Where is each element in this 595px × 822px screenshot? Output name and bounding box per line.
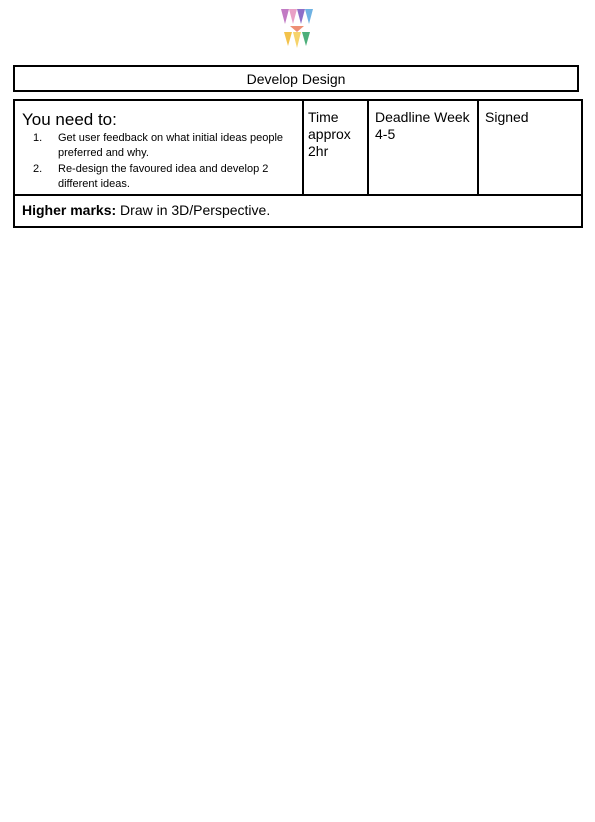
higher-marks-label: Higher marks:	[22, 202, 117, 218]
list-item-number: 2.	[33, 163, 43, 175]
task-heading: You need to:	[22, 110, 117, 129]
list-item-text: Re-design the favoured idea and develop 2 different ideas.	[58, 163, 269, 190]
deadline-cell: Deadline Week 4-5	[375, 109, 470, 142]
signed-cell: Signed	[485, 109, 529, 125]
higher-marks	[22, 202, 270, 218]
time-cell: Time approx 2hr	[308, 109, 351, 159]
column-divider	[477, 101, 479, 194]
school-logo	[280, 8, 314, 50]
list-item	[22, 162, 302, 192]
column-divider	[367, 101, 369, 194]
task-table	[13, 99, 583, 228]
row-divider	[15, 194, 581, 196]
page-title: Develop Design	[13, 65, 579, 92]
column-divider	[302, 101, 304, 194]
task-list	[22, 131, 302, 193]
list-item	[22, 131, 302, 161]
list-item-text: Get user feedback on what initial ideas people preferred and why.	[58, 132, 284, 159]
higher-marks-text: Draw in 3D/Perspective.	[116, 202, 271, 218]
list-item-number: 1.	[33, 132, 43, 144]
